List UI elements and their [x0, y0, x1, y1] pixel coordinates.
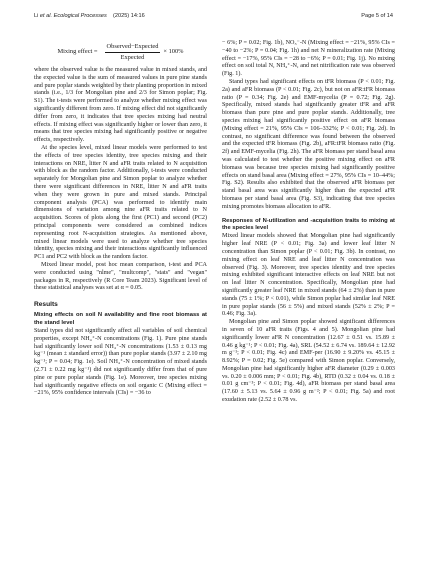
- right-column: [222, 40, 395, 405]
- body-paragraph: Stand types had significant effects on tFR biomass (P < 0.01; Fig. 2a) and aFR biomass (P < 0.01; Fig. 2c), but not on aFR:tFR biomass ratio (P = 0.34; Fig. 2e) and EMF-mycelia (P = 0.72; Fig. 2g). Specifically, mixed stands had significantly greater tFR and aFR biomass than pure pine and pure poplar stands. Additionally, tree species mixing had significantly positive effect on aFR biomass (Mixing effect = 21%, 95% CIs = 106–332%; P < 0.01; Fig. 2d). In contrast, no significant difference was found between the observed and the expected tFR biomass (Fig. 2b), aFR:tFR biomass ratio (Fig. 2f) and EMF-mycelia (Fig. 2h). The aFR biomass per stand basal area was calculated to test whether the positive mixing effect on aFR biomass was because tree species mixing had significantly positive effects on stand basal area (Mixing effect = 27%, 95% CIs = 10–44%; Fig. S2). Results also exhibited that the observed aFR biomass per stand basal area was significantly higher than the expected aFR biomass per stand basal area (Fig. S3), indicating that tree species mixing promotes biomass allocation to aFR.: [222, 78, 395, 210]
- body-paragraph: Mongolian pine and Simon poplar showed significant differences in seven of 10 aFR traits (Figs. 4 and 5). Mongolian pine had significantly lower aFR N concentration (12.67 ± 0.51 vs. 15.89 ± 0.46 g kg⁻¹; P < 0.01; Fig. 4a), SRL (54.52 ± 6.74 vs. 189.64 ± 12.92 m g⁻¹; P < 0.01; Fig. 4c) and EMF-per (16.90 ± 9.20% vs. 45.15 ± 8.92%; P = 0.02; Fig. 5e) compared with Simon poplar. Conversely, Mongolian pine had significantly higher aFR diameter (0.29 ± 0.003 vs. 0.20 ± 0.006 mm; P < 0.01; Fig. 4b), RTD (0.32 ± 0.04 vs. 0.18 ± 0.01 g cm⁻³; P < 0.01; Fig. 4d), aFR biomass per stand basal area (17.60 ± 5.13 vs. 5.64 ± 0.96 g m⁻²; P < 0.01; Fig. 5a) and root exudation rate (2.52 ± 0.78 vs.: [222, 319, 395, 404]
- body-paragraph: Mixed linear models showed that Mongolian pine had significantly higher leaf NRE (P < 0.01; Fig. 3a) and lower leaf litter N concentration than Simon poplar (P < 0.01; Fig. 3b). In contrast, no mixing effect on leaf NRE and leaf litter N concentration was observed (Fig. 3). Moreover, tree species identity and tree species mixing exhibited significant interactive effects on leaf NRE but not on leaf litter N concentration. Specifically, Mongolian pine had significantly greater leaf NRE in mixed stands (64 ± 2%) than in pure stands (75 ± 1%; P < 0.01), while Simon poplar had similar leaf NRE in pure poplar stands (56 ± 5%) and mixed stands (52% ± 2%; P = 0.46; Fig. 3a).: [222, 233, 395, 318]
- formula-numerator: Observed−Expected: [105, 43, 161, 53]
- body-paragraph: At the species level, mixed linear models were performed to test the effects of tree species identity, tree species mixing and their interactions on NRE, litter N and aFR traits related to N acquisition with block as the random factor. Additionally, t-tests were conducted separately for Mongolian pine and Simon poplar to analyze whether there were significant differences in NRE, litter N and aFR traits when they were grown in pure and mixed stands. Principal component analysis (PCA) was performed to identify main dimensions of variation among nine aFR traits related to N acquisition. Scores of plots along the first (PC1) and second (PC2) principal components were considered as combined indices representing root N-acquisition strategies. As mentioned above, mixed linear models were used to analyze whether tree species identity, species mixing and their interactions significantly influenced PC1 and PC2 with block as the random factor.: [34, 144, 207, 261]
- formula-multiplier: × 100%: [163, 48, 184, 56]
- formula-denominator: Expected: [120, 53, 145, 61]
- running-head: [34, 13, 145, 19]
- formula-fraction: [105, 43, 161, 62]
- page-header: [34, 13, 393, 23]
- section-title: Results: [34, 301, 58, 309]
- year-volume-label: (2025) 14:16: [113, 13, 145, 19]
- body-paragraph: Stand types did not significantly affect all variables of soil chemical properties, except NH₄⁺-N concentrations (Fig. 1). Pure pine stands had significantly lower soil NH₄⁺-N concentrations (1.53 ± 0.13 mg kg⁻¹ (mean ± standard error)) than pure poplar stands (3.97 ± 2.10 mg kg⁻¹; P = 0.04; Fig. 1e). Soil NH₄⁺-N concentration of mixed stands (2.71 ± 0.22 mg kg⁻¹) did not significantly differ from that of pure pine or pure poplar stands (Fig. 1e). Moreover, tree species mixing had significantly negative effects on soil organic C (Mixing effect = −21%, 95% confidence intervals (CIs) = −36 to: [34, 327, 207, 397]
- mixing-effect-formula: [34, 40, 207, 64]
- subsection-title: Responses of N-utilization and -acquisition traits to mixing at the species level: [222, 217, 395, 231]
- body-paragraph: where the observed value is the measured value in mixed stands, and the expected value is the sum of measured values in pure pine stands and pure poplar stands weighted by their planting proportion in mixed stands (i.e., 1/3 for Mongolian pine and 2/3 for Simon poplar; Fig. S1). The t-tests were performed to analyze whether mixing effect was significantly different from zero. If mixing effect did not significantly differ from zero, it indicates that tree species mixing had neutral effects. If mixing effect was significantly higher or lower than zero, it means that tree species mixing had significantly positive or negative effects, respectively.: [34, 67, 207, 144]
- body-paragraph: Mixed linear model, post hoc mean comparison, t-test and PCA were conducted using "nlme", "multcomp", "stats" and "vegan" packages in R, respectively (R Core Team 2023). Significant level of these statistical analyses was set at α = 0.05.: [34, 261, 207, 292]
- subsection-title: Mixing effects on soil N availability and fine root biomass at the stand level: [34, 312, 207, 326]
- author-label: Li: [34, 13, 40, 19]
- body-paragraph: − 6%; P = 0.02; Fig. 1b), NO₃⁻-N (Mixing effect = −21%, 95% CIs = −40 to −2%; P = 0.04; Fig. 1h) and net N mineralization rate (Mixing effect = −17%, 95% CIs = −28 to −6%; P = 0.01; Fig. 1j). No mixing effect on soil total N, NH₄⁺-N, and net nitrification rate was observed (Fig. 1).: [222, 40, 395, 78]
- formula-lhs: Mixing effect =: [57, 48, 98, 56]
- journal-label: et al. Ecological Processes: [39, 13, 107, 19]
- page-indicator: Page 5 of 14: [361, 13, 393, 19]
- left-column: [34, 40, 207, 398]
